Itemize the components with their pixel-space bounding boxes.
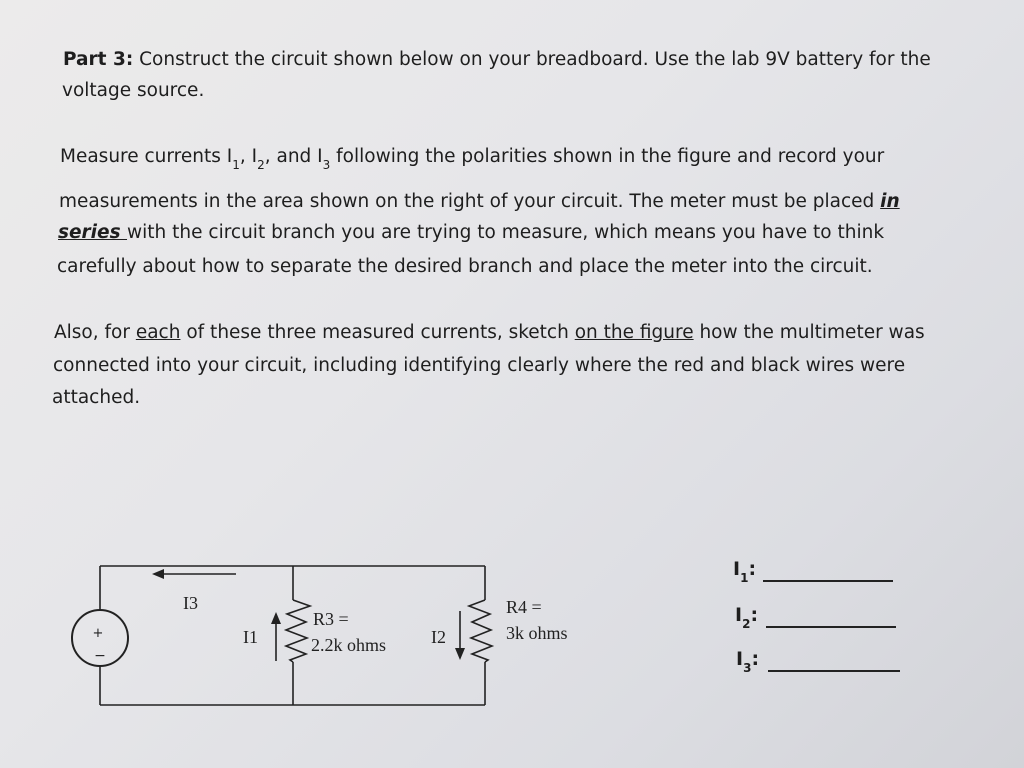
r3-value: 2.2k ohms — [311, 635, 387, 655]
emphasis-each: each — [135, 322, 181, 343]
i2-arrowhead-icon — [455, 648, 465, 660]
source-plus-sign: + — [92, 626, 104, 641]
answer-label-i3: $I_3$: — [736, 648, 760, 675]
i1-arrowhead-icon — [271, 612, 281, 624]
r3-name: R3 = — [313, 609, 349, 629]
measure-line3: series with the circuit branch you are trying to measure, which means you have to think — [58, 222, 885, 243]
measure-line4: carefully about how to separate the desired branch and place the meter into the circuit. — [57, 256, 873, 277]
part3-line1: Part 3: Construct the circuit shown below on your breadboard. Use the lab 9V battery for the — [63, 49, 931, 70]
emphasis-series: series — [58, 222, 128, 243]
emphasis-on-the-figure: on the figure — [574, 322, 694, 343]
r4-value: 3k ohms — [506, 623, 568, 643]
i3-label: I3 — [183, 593, 198, 613]
source-minus-sign: − — [94, 648, 106, 664]
measure-line2: measurements in the area shown on the right of your circuit. The meter must be placed in — [59, 191, 900, 212]
answer-blank-i3[interactable] — [768, 670, 900, 672]
i2-label: I2 — [431, 627, 446, 647]
answer-label-i1: $I_1$: — [733, 558, 757, 585]
i1-label: I1 — [243, 627, 258, 647]
also-line1: Also, for each of these three measured currents, sketch on the figure how the multimeter was — [54, 322, 925, 343]
emphasis-in: in — [880, 191, 900, 212]
r4-name: R4 = — [506, 597, 542, 617]
r4-resistor-icon — [469, 600, 492, 662]
also-line2: connected into your circuit, including identifying clearly where the red and black wires were — [53, 355, 906, 376]
also-line3: attached. — [52, 387, 141, 408]
r3-resistor-icon — [286, 600, 310, 662]
i3-arrowhead-icon — [152, 569, 164, 579]
answer-blank-i1[interactable] — [763, 580, 893, 582]
answer-label-i2: $I_2$: — [735, 604, 759, 631]
answer-blank-i2[interactable] — [766, 626, 896, 628]
measure-line1: Measure currents $I_1$, $I_2$, and $I_3$ following the polarities shown in the figure and record your — [60, 146, 885, 172]
part3-line2: voltage source. — [62, 80, 205, 101]
